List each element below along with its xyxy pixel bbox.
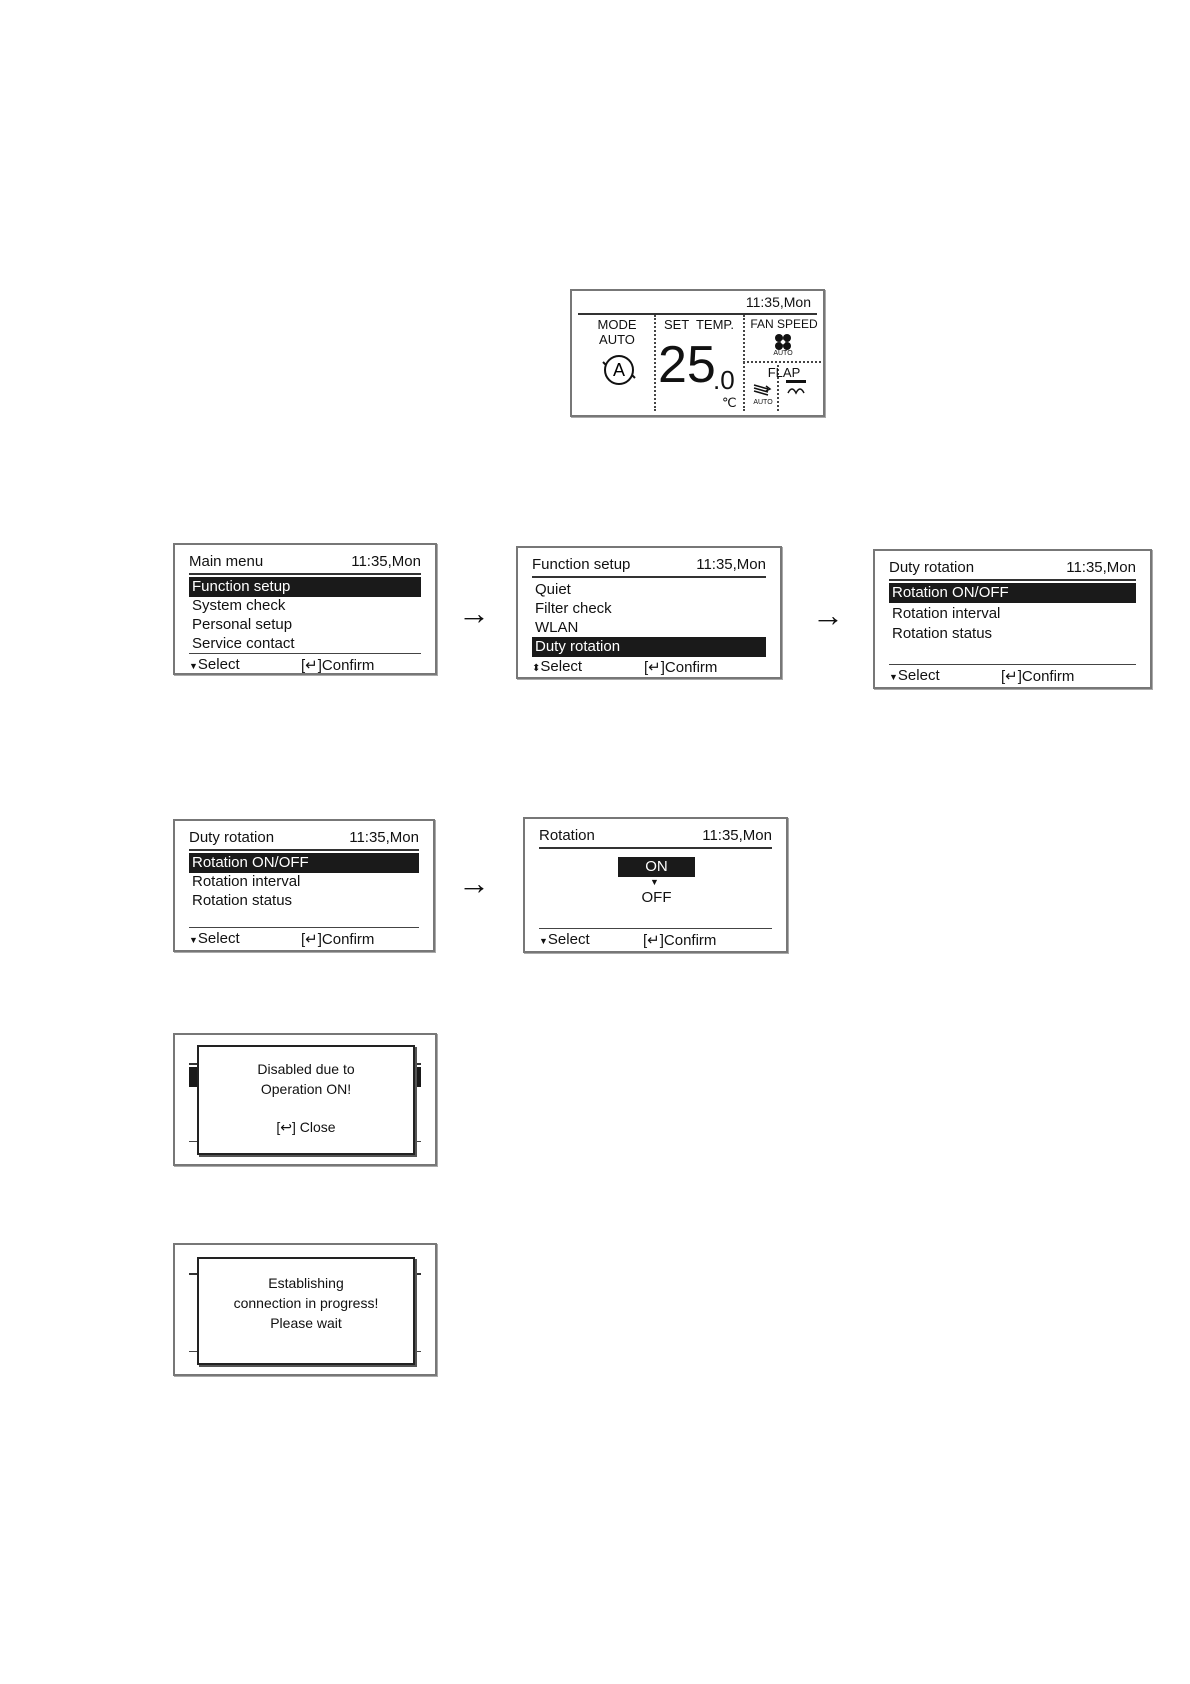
duty-rotation-screen (173, 819, 435, 952)
screen-title: Duty rotation (889, 559, 975, 576)
confirm-hint: Confirm (664, 659, 718, 676)
screen-title: Main menu (189, 553, 264, 570)
confirm-hint: Confirm (321, 931, 375, 948)
fan-speed-label: FAN SPEED (750, 317, 818, 331)
select-hint: Select (897, 667, 940, 684)
louver-icon (784, 379, 810, 395)
duty-rotation-screen-background (173, 1033, 437, 1166)
enter-icon: [↵] (1001, 668, 1022, 685)
confirm-hint: Confirm (321, 657, 375, 674)
flow-arrow: → (458, 595, 490, 631)
connecting-dialog (197, 1257, 415, 1365)
flap-label: FLAP (767, 365, 801, 380)
menu-item-duty-rotation[interactable]: Duty rotation (532, 637, 766, 657)
select-hint: Select (197, 930, 240, 947)
dialog-message: Please wait (270, 1315, 342, 1331)
temperature-value: 25 (658, 336, 716, 394)
back-icon: [↩] (276, 1119, 296, 1135)
clock: 11:35,Mon (349, 829, 419, 846)
option-on[interactable]: ON (618, 857, 695, 877)
menu-item-quiet[interactable]: Quiet (535, 581, 571, 598)
rotation-screen (523, 817, 788, 953)
menu-item-rotation-on-off[interactable]: Rotation ON/OFF (889, 583, 1136, 603)
clock: 11:35,Mon (351, 553, 421, 570)
confirm-hint: Confirm (1021, 668, 1075, 685)
screen-title: Duty rotation (189, 829, 275, 846)
swing-icon (752, 383, 772, 397)
home-screen (570, 289, 825, 417)
menu-item-function-setup[interactable]: Function setup (189, 577, 421, 597)
select-hint: Select (540, 658, 583, 675)
fan-speed-value: AUTO (773, 350, 793, 357)
screen-title: Function setup (532, 556, 631, 573)
screen-title: Rotation (539, 827, 595, 844)
rotation-screen-background (173, 1243, 437, 1376)
disabled-dialog (197, 1045, 415, 1155)
enter-icon: [↵] (644, 659, 665, 676)
menu-item-rotation-on-off[interactable]: Rotation ON/OFF (189, 853, 419, 873)
duty-rotation-screen (873, 549, 1152, 689)
set-temp-label: SET TEMP. (663, 317, 735, 332)
down-arrow-icon: ▼ (189, 661, 198, 671)
fan-icon (774, 333, 792, 351)
menu-item-personal-setup[interactable]: Personal setup (192, 616, 293, 633)
select-hint: Select (547, 931, 590, 948)
flow-arrow: → (458, 865, 490, 901)
temperature-decimal: .0 (713, 365, 735, 395)
caret-down-icon: ▼ (650, 877, 659, 887)
down-arrow-icon: ▼ (539, 936, 548, 946)
down-arrow-icon: ▼ (189, 935, 198, 945)
flow-arrow: → (812, 597, 844, 633)
menu-item-service-contact[interactable]: Service contact (192, 635, 295, 652)
menu-item-rotation-status[interactable]: Rotation status (892, 625, 993, 642)
enter-icon: [↵] (301, 657, 322, 674)
temperature-unit: ℃ (722, 395, 737, 410)
menu-item-system-check[interactable]: System check (192, 597, 286, 614)
clock: 11:35,Mon (702, 827, 772, 844)
function-setup-screen (516, 546, 782, 679)
dialog-message: Operation ON! (260, 1081, 352, 1097)
dialog-message: Establishing (268, 1275, 344, 1291)
menu-item-rotation-interval[interactable]: Rotation interval (892, 605, 1001, 622)
menu-item-filter-check[interactable]: Filter check (535, 600, 612, 617)
select-hint: Select (197, 656, 240, 673)
menu-item-wlan[interactable]: WLAN (535, 619, 579, 636)
dialog-message: connection in progress! (233, 1295, 379, 1311)
clock: 11:35,Mon (1066, 559, 1136, 576)
mode-value: AUTO (599, 332, 635, 347)
main-menu-screen (173, 543, 437, 675)
confirm-hint: Confirm (663, 932, 717, 949)
menu-item-rotation-status[interactable]: Rotation status (192, 892, 293, 909)
mode-label: MODE (597, 317, 637, 332)
enter-icon: [↵] (643, 932, 664, 949)
auto-mode-icon (602, 353, 636, 387)
up-down-arrow-icon: ⬍ (532, 663, 541, 674)
enter-icon: [↵] (301, 931, 322, 948)
dialog-message: Disabled due to (257, 1061, 355, 1077)
clock: 11:35,Mon (696, 556, 766, 573)
svg-text:A: A (612, 360, 626, 380)
close-button[interactable]: [↩] Close (276, 1119, 336, 1135)
clock: 11:35,Mon (745, 294, 811, 310)
down-arrow-icon: ▼ (889, 672, 898, 682)
menu-item-rotation-interval[interactable]: Rotation interval (192, 873, 301, 890)
flap-value: AUTO (753, 399, 773, 406)
option-off[interactable]: OFF (641, 889, 672, 906)
